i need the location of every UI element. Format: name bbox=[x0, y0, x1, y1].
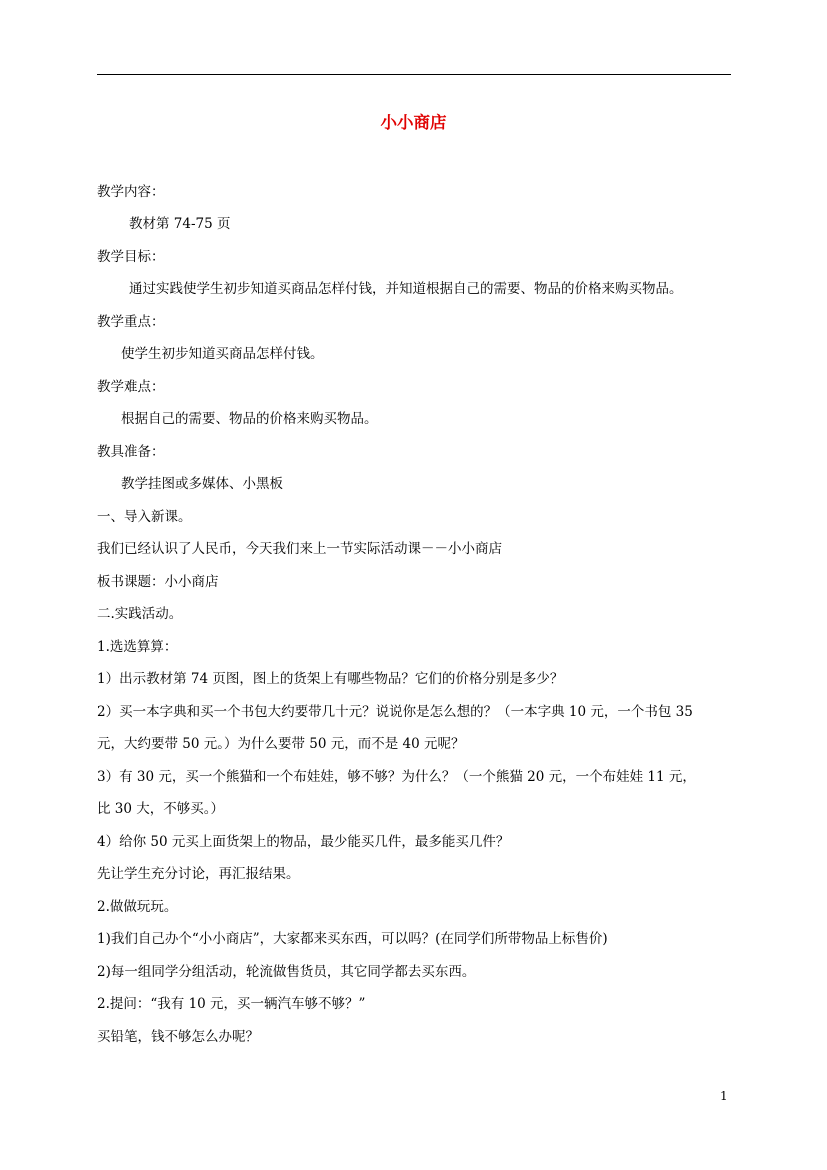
list-item: 2)每一组同学分组活动，轮流做售货员，其它同学都去买东西。 bbox=[97, 964, 476, 980]
list-item: 3）有 30 元，买一个熊猫和一个布娃娃，够不够？为什么？（一个熊猫 20 元，一个布娃娃 11 元， bbox=[97, 769, 696, 785]
paragraph: 先让学生充分讨论，再汇报结果。 bbox=[97, 866, 300, 882]
header-rule bbox=[97, 74, 731, 75]
paragraph: 板书课题：小小商店 bbox=[97, 574, 219, 590]
section-heading-difficulties: 教学难点： bbox=[97, 379, 165, 395]
difficulties-text: 根据自己的需要、物品的价格来购买物品。 bbox=[121, 411, 378, 427]
subheading: 2.做做玩玩。 bbox=[97, 899, 178, 915]
list-item-continuation: 比 30 大，不够买。） bbox=[97, 801, 225, 817]
key-points-text: 使学生初步知道买商品怎样付钱。 bbox=[121, 346, 324, 362]
list-item: 4）给你 50 元买上面货架上的物品，最少能买几件，最多能买几件？ bbox=[97, 834, 510, 850]
content-text: 教材第 74-75 页 bbox=[129, 216, 231, 232]
list-item: 1）出示教材第 74 页图，图上的货架上有哪些物品？它们的价格分别是多少？ bbox=[97, 671, 564, 687]
section-heading-goals: 教学目标： bbox=[97, 249, 165, 265]
document-title: 小小商店 bbox=[380, 113, 447, 132]
section-heading-key-points: 教学重点： bbox=[97, 314, 165, 330]
section-heading-intro: 一、导入新课。 bbox=[97, 509, 192, 525]
subheading: 2.提问：“我有 10 元，买一辆汽车够不够？” bbox=[97, 996, 366, 1012]
page-number: 1 bbox=[720, 1089, 728, 1103]
materials-text: 教学挂图或多媒体、小黑板 bbox=[121, 476, 283, 492]
paragraph: 我们已经认识了人民币，今天我们来上一节实际活动课－－小小商店 bbox=[97, 541, 502, 557]
subheading: 1.选选算算： bbox=[97, 639, 178, 655]
goals-text: 通过实践使学生初步知道买商品怎样付钱，并知道根据自己的需要、物品的价格来购买物品。 bbox=[129, 281, 683, 297]
section-heading-practice: 二.实践活动。 bbox=[97, 606, 183, 622]
section-heading-materials: 教具准备： bbox=[97, 444, 165, 460]
list-item: 1)我们自己办个“小小商店”，大家都来买东西，可以吗？(在同学们所带物品上标售价) bbox=[97, 931, 608, 947]
paragraph: 买铅笔，钱不够怎么办呢？ bbox=[97, 1029, 259, 1045]
section-heading-content: 教学内容： bbox=[97, 184, 165, 200]
list-item-continuation: 元，大约要带 50 元。）为什么要带 50 元，而不是 40 元呢？ bbox=[97, 736, 465, 752]
list-item: 2）买一本字典和买一个书包大约要带几十元？说说你是怎么想的？（一本字典 10 元，一个书包 35 bbox=[97, 704, 693, 720]
